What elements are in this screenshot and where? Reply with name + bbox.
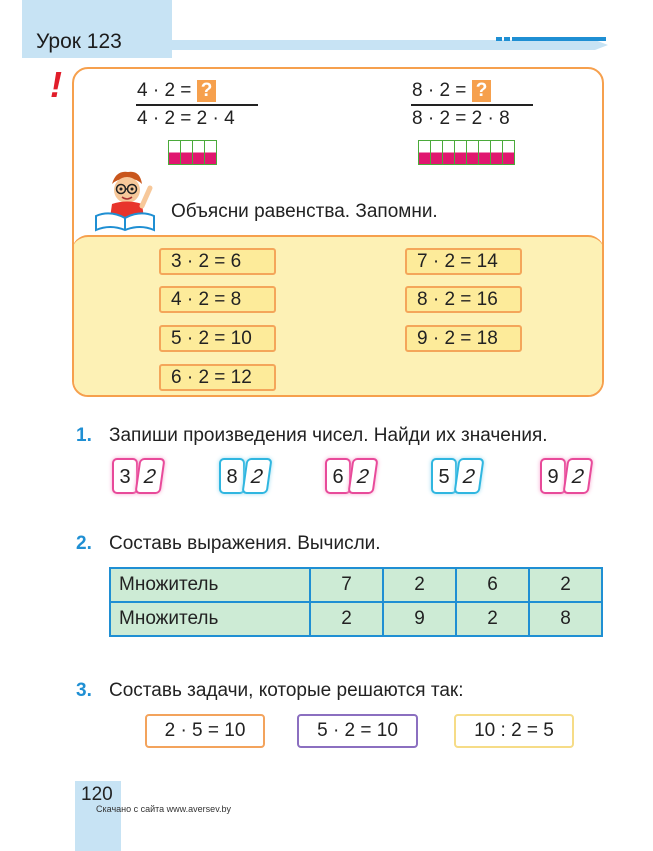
fraction-line [136, 104, 258, 106]
table-cell: 7 [310, 568, 383, 602]
number-card: 2 [134, 458, 165, 494]
number-card: 5 [431, 458, 457, 494]
right-equation-bottom: 8 · 2 = 2 · 8 [412, 108, 510, 129]
number-card: 2 [453, 458, 484, 494]
right-blocks [418, 140, 514, 165]
right-equation-expr: 8 · 2 = [412, 80, 467, 101]
table-cell: 8 [529, 602, 602, 636]
table-cell: 6 [456, 568, 529, 602]
fact-box: 8 · 2 = 16 [405, 286, 522, 313]
task-3-text: Составь задачи, которые решаются так: [109, 680, 464, 701]
number-card: 2 [241, 458, 272, 494]
block [502, 140, 515, 165]
page-number: 120 [81, 784, 113, 805]
fact-box: 4 · 2 = 8 [159, 286, 276, 313]
fact-box: 6 · 2 = 12 [159, 364, 276, 391]
number-card: 6 [325, 458, 351, 494]
number-card: 3 [112, 458, 138, 494]
row-label: Множитель [110, 602, 310, 636]
block [204, 140, 217, 165]
expression-box: 5 · 2 = 10 [297, 714, 418, 748]
table-cell: 2 [529, 568, 602, 602]
facts-panel [72, 235, 604, 397]
fraction-line [411, 104, 533, 106]
fact-box: 9 · 2 = 18 [405, 325, 522, 352]
table-cell: 2 [383, 568, 456, 602]
task-1-text: Запиши произведения чисел. Найди их значения. [109, 425, 548, 446]
right-equation-top [412, 80, 491, 102]
table-row [110, 602, 602, 636]
left-equation-bottom: 4 · 2 = 2 · 4 [137, 108, 235, 129]
multiplier-table [109, 567, 603, 637]
table-cell: 9 [383, 602, 456, 636]
number-card: 2 [562, 458, 593, 494]
row-label: Множитель [110, 568, 310, 602]
task-2-number: 2. [76, 533, 92, 554]
expression-box: 2 · 5 = 10 [145, 714, 265, 748]
number-card: 9 [540, 458, 566, 494]
left-equation-top [137, 80, 216, 102]
instruction-text: Объясни равенства. Запомни. [171, 201, 438, 222]
table-cell: 2 [456, 602, 529, 636]
fact-box: 5 · 2 = 10 [159, 325, 276, 352]
number-card: 8 [219, 458, 245, 494]
right-question-mark: ? [472, 80, 492, 102]
boy-reading-icon [92, 166, 158, 232]
source-note: Скачано с сайта www.aversev.by [96, 804, 232, 814]
task-3-number: 3. [76, 680, 92, 701]
table-cell: 2 [310, 602, 383, 636]
number-card: 2 [347, 458, 378, 494]
fact-box: 3 · 2 = 6 [159, 248, 276, 275]
task-2-text: Составь выражения. Вычисли. [109, 533, 381, 554]
task-1-number: 1. [76, 425, 92, 446]
fact-box: 7 · 2 = 14 [405, 248, 522, 275]
table-row [110, 568, 602, 602]
lesson-header-bar [170, 37, 610, 53]
left-blocks [168, 140, 216, 165]
left-question-mark: ? [197, 80, 217, 102]
expression-box: 10 : 2 = 5 [454, 714, 574, 748]
exclamation-icon: ! [50, 64, 62, 105]
left-equation-expr: 4 · 2 = [137, 80, 192, 101]
lesson-title: Урок 123 [36, 30, 122, 53]
